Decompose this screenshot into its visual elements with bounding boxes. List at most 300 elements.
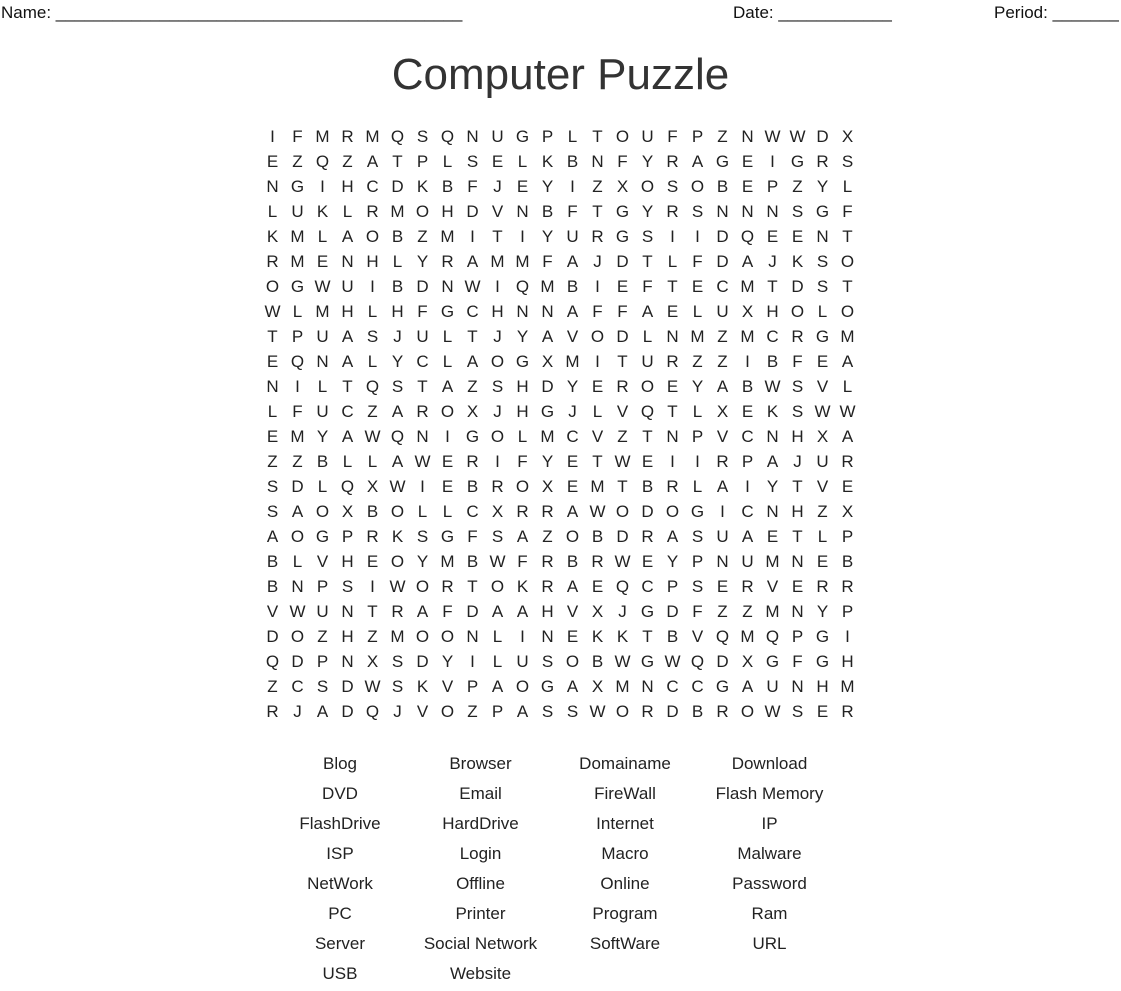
- grid-letter: E: [566, 477, 579, 496]
- grid-letter: G: [290, 277, 305, 296]
- grid-letter: X: [841, 502, 854, 521]
- grid-letter: F: [442, 602, 453, 621]
- grid-letter: E: [266, 427, 279, 446]
- grid-letter: X: [741, 652, 754, 671]
- grid-letter: N: [591, 152, 604, 171]
- grid-letter: T: [617, 352, 628, 371]
- word-list-item: Program: [592, 904, 658, 923]
- grid-letter: Y: [416, 552, 429, 571]
- grid-letter: S: [691, 527, 704, 546]
- page-title: Computer Puzzle: [391, 50, 730, 99]
- grid-letter: Z: [467, 702, 478, 721]
- grid-letter: E: [366, 552, 379, 571]
- word-list-item: ISP: [326, 844, 354, 863]
- grid-letter: P: [841, 527, 854, 546]
- grid-letter: M: [515, 252, 530, 271]
- word-list-item: PC: [328, 904, 352, 923]
- grid-letter: V: [316, 552, 329, 571]
- grid-letter: I: [745, 352, 750, 371]
- grid-letter: Z: [817, 502, 828, 521]
- grid-letter: A: [566, 577, 579, 596]
- grid-letter: A: [766, 452, 779, 471]
- grid-letter: B: [591, 527, 604, 546]
- grid-letter: N: [541, 627, 554, 646]
- grid-letter: C: [741, 427, 754, 446]
- grid-letter: T: [667, 277, 678, 296]
- grid-letter: K: [591, 627, 604, 646]
- grid-letter: R: [341, 127, 354, 146]
- grid-letter: C: [566, 427, 579, 446]
- grid-row: [260, 299, 860, 324]
- grid-letter: E: [766, 527, 779, 546]
- grid-letter: Y: [316, 427, 329, 446]
- grid-letter: E: [741, 402, 754, 421]
- grid-letter: V: [816, 477, 829, 496]
- grid-row: [260, 474, 860, 499]
- grid-letter: L: [692, 402, 703, 421]
- grid-letter: T: [367, 602, 378, 621]
- grid-letter: H: [366, 252, 379, 271]
- grid-letter: B: [391, 277, 404, 296]
- grid-letter: T: [417, 377, 428, 396]
- grid-letter: F: [467, 177, 478, 196]
- grid-letter: G: [815, 652, 830, 671]
- grid-letter: A: [716, 477, 729, 496]
- grid-letter: A: [566, 302, 579, 321]
- grid-letter: H: [516, 402, 529, 421]
- grid-letter: S: [316, 677, 329, 696]
- grid-letter: S: [791, 702, 804, 721]
- grid-letter: M: [740, 277, 755, 296]
- letter-grid: [260, 124, 860, 724]
- grid-letter: P: [491, 702, 504, 721]
- grid-letter: P: [741, 452, 754, 471]
- grid-letter: M: [440, 227, 455, 246]
- grid-letter: E: [791, 227, 804, 246]
- grid-letter: W: [464, 277, 481, 296]
- grid-letter: L: [517, 152, 528, 171]
- grid-row: [260, 249, 860, 274]
- grid-letter: S: [541, 652, 554, 671]
- grid-letter: A: [716, 377, 729, 396]
- grid-letter: J: [493, 402, 502, 421]
- grid-letter: E: [441, 477, 454, 496]
- word-list-item: DVD: [322, 784, 358, 803]
- grid-letter: N: [316, 352, 329, 371]
- grid-letter: E: [766, 227, 779, 246]
- grid-letter: X: [466, 402, 479, 421]
- grid-letter: O: [615, 127, 630, 146]
- grid-letter: G: [615, 202, 630, 221]
- grid-letter: S: [341, 577, 354, 596]
- grid-letter: R: [466, 452, 479, 471]
- grid-letter: A: [566, 502, 579, 521]
- grid-letter: O: [615, 702, 630, 721]
- grid-letter: O: [390, 502, 405, 521]
- grid-letter: E: [641, 452, 654, 471]
- grid-letter: T: [467, 577, 478, 596]
- grid-letter: L: [592, 402, 603, 421]
- grid-letter: Q: [290, 352, 305, 371]
- grid-letter: R: [366, 202, 379, 221]
- grid-letter: K: [791, 252, 804, 271]
- grid-letter: P: [291, 327, 304, 346]
- grid-letter: O: [840, 302, 855, 321]
- date-field: Date: ____________: [733, 3, 892, 22]
- grid-letter: E: [666, 377, 679, 396]
- grid-letter: C: [366, 177, 379, 196]
- grid-letter: B: [641, 477, 654, 496]
- grid-letter: D: [416, 652, 429, 671]
- grid-row: [260, 499, 860, 524]
- grid-letter: Z: [292, 152, 303, 171]
- grid-letter: B: [466, 477, 479, 496]
- grid-letter: R: [641, 527, 654, 546]
- grid-letter: S: [791, 377, 804, 396]
- grid-letter: Y: [641, 152, 654, 171]
- grid-letter: M: [315, 127, 330, 146]
- grid-letter: Z: [267, 452, 278, 471]
- grid-letter: M: [740, 627, 755, 646]
- grid-letter: I: [320, 177, 325, 196]
- grid-letter: V: [816, 377, 829, 396]
- grid-letter: G: [515, 352, 530, 371]
- grid-letter: N: [666, 327, 679, 346]
- grid-letter: I: [595, 352, 600, 371]
- grid-letter: Z: [367, 627, 378, 646]
- grid-letter: C: [466, 302, 479, 321]
- grid-letter: G: [690, 502, 705, 521]
- grid-row: [260, 424, 860, 449]
- grid-letter: N: [291, 577, 304, 596]
- grid-letter: V: [566, 602, 579, 621]
- grid-letter: W: [614, 652, 631, 671]
- grid-letter: F: [592, 302, 603, 321]
- grid-letter: H: [341, 302, 354, 321]
- grid-letter: I: [495, 277, 500, 296]
- grid-letter: L: [267, 202, 278, 221]
- grid-row: [260, 624, 860, 649]
- grid-letter: D: [341, 702, 354, 721]
- grid-letter: G: [815, 327, 830, 346]
- grid-letter: Z: [267, 677, 278, 696]
- grid-letter: M: [740, 327, 755, 346]
- grid-letter: Q: [615, 577, 630, 596]
- grid-letter: L: [492, 652, 503, 671]
- grid-row: [260, 449, 860, 474]
- grid-letter: O: [515, 477, 530, 496]
- grid-letter: N: [716, 202, 729, 221]
- grid-letter: N: [641, 677, 654, 696]
- grid-letter: R: [666, 202, 679, 221]
- grid-letter: S: [641, 227, 654, 246]
- grid-letter: G: [640, 652, 655, 671]
- grid-letter: U: [416, 327, 429, 346]
- word-list-item: Flash Memory: [715, 784, 824, 803]
- grid-row: [260, 199, 860, 224]
- grid-letter: N: [766, 502, 779, 521]
- grid-letter: L: [842, 177, 853, 196]
- grid-letter: R: [541, 502, 554, 521]
- grid-letter: F: [792, 352, 803, 371]
- grid-letter: D: [266, 627, 279, 646]
- grid-letter: F: [542, 252, 553, 271]
- grid-letter: I: [295, 377, 300, 396]
- grid-letter: Z: [342, 152, 353, 171]
- grid-letter: E: [816, 352, 829, 371]
- grid-letter: N: [716, 552, 729, 571]
- grid-letter: D: [291, 477, 304, 496]
- grid-letter: F: [617, 152, 628, 171]
- grid-letter: D: [666, 702, 679, 721]
- grid-letter: O: [790, 302, 805, 321]
- grid-letter: W: [764, 702, 781, 721]
- grid-letter: N: [741, 127, 754, 146]
- grid-letter: B: [741, 377, 754, 396]
- grid-letter: R: [266, 702, 279, 721]
- grid-letter: B: [716, 177, 729, 196]
- grid-letter: L: [292, 552, 303, 571]
- grid-letter: C: [741, 502, 754, 521]
- grid-letter: I: [370, 277, 375, 296]
- grid-letter: A: [416, 602, 429, 621]
- grid-letter: U: [316, 602, 329, 621]
- grid-letter: O: [665, 502, 680, 521]
- grid-letter: E: [741, 177, 754, 196]
- word-list-item: Offline: [456, 874, 505, 893]
- grid-letter: D: [466, 602, 479, 621]
- grid-letter: S: [791, 202, 804, 221]
- grid-row: [260, 399, 860, 424]
- grid-letter: I: [520, 627, 525, 646]
- grid-letter: E: [716, 577, 729, 596]
- grid-letter: R: [841, 452, 854, 471]
- grid-letter: L: [317, 227, 328, 246]
- grid-letter: I: [695, 452, 700, 471]
- grid-letter: L: [417, 502, 428, 521]
- grid-letter: G: [290, 177, 305, 196]
- grid-letter: F: [517, 452, 528, 471]
- grid-row: [260, 174, 860, 199]
- grid-letter: Y: [816, 177, 829, 196]
- grid-letter: W: [389, 477, 406, 496]
- grid-letter: E: [316, 252, 329, 271]
- grid-letter: W: [589, 702, 606, 721]
- grid-letter: T: [267, 327, 278, 346]
- grid-letter: Y: [541, 452, 554, 471]
- grid-letter: Y: [766, 477, 779, 496]
- grid-letter: L: [517, 427, 528, 446]
- grid-letter: D: [541, 377, 554, 396]
- word-list-item: Blog: [322, 754, 358, 773]
- word-list-item: Malware: [737, 844, 802, 863]
- grid-letter: O: [365, 227, 380, 246]
- grid-letter: A: [491, 602, 504, 621]
- grid-letter: A: [341, 227, 354, 246]
- grid-letter: X: [816, 427, 829, 446]
- grid-letter: O: [640, 177, 655, 196]
- word-list-item: Password: [732, 874, 807, 893]
- grid-letter: P: [416, 152, 429, 171]
- grid-letter: X: [366, 477, 379, 496]
- grid-letter: M: [690, 327, 705, 346]
- grid-letter: H: [791, 427, 804, 446]
- grid-letter: Z: [742, 602, 753, 621]
- grid-letter: M: [490, 252, 505, 271]
- grid-letter: A: [566, 252, 579, 271]
- grid-letter: U: [641, 127, 654, 146]
- grid-letter: C: [416, 352, 429, 371]
- grid-letter: O: [490, 427, 505, 446]
- grid-letter: L: [367, 302, 378, 321]
- grid-row: [260, 524, 860, 549]
- grid-letter: A: [741, 527, 754, 546]
- grid-letter: S: [791, 402, 804, 421]
- grid-letter: U: [566, 227, 579, 246]
- grid-letter: C: [766, 327, 779, 346]
- grid-letter: B: [541, 202, 554, 221]
- grid-letter: J: [493, 177, 502, 196]
- grid-letter: E: [566, 627, 579, 646]
- grid-letter: S: [266, 477, 279, 496]
- grid-letter: Q: [265, 652, 280, 671]
- grid-letter: S: [391, 677, 404, 696]
- grid-letter: A: [491, 677, 504, 696]
- grid-letter: O: [515, 677, 530, 696]
- grid-letter: P: [766, 177, 779, 196]
- grid-letter: Y: [641, 202, 654, 221]
- grid-letter: Z: [617, 427, 628, 446]
- grid-letter: M: [540, 427, 555, 446]
- grid-letter: N: [341, 652, 354, 671]
- grid-letter: Y: [391, 352, 404, 371]
- grid-letter: O: [565, 527, 580, 546]
- grid-letter: G: [640, 602, 655, 621]
- grid-letter: M: [765, 552, 780, 571]
- grid-letter: O: [640, 377, 655, 396]
- grid-letter: N: [791, 602, 804, 621]
- grid-letter: I: [595, 277, 600, 296]
- grid-letter: L: [692, 477, 703, 496]
- grid-letter: I: [470, 652, 475, 671]
- grid-letter: F: [467, 527, 478, 546]
- grid-letter: E: [491, 152, 504, 171]
- grid-letter: N: [266, 377, 279, 396]
- grid-letter: S: [816, 252, 829, 271]
- grid-letter: H: [341, 627, 354, 646]
- grid-letter: T: [467, 327, 478, 346]
- grid-letter: W: [364, 427, 381, 446]
- grid-letter: P: [466, 677, 479, 696]
- word-list-item: Download: [731, 754, 808, 773]
- grid-letter: V: [616, 402, 629, 421]
- grid-letter: I: [670, 227, 675, 246]
- grid-letter: A: [516, 527, 529, 546]
- grid-letter: O: [415, 202, 430, 221]
- grid-letter: N: [791, 552, 804, 571]
- grid-letter: Y: [441, 652, 454, 671]
- grid-letter: M: [290, 227, 305, 246]
- grid-letter: D: [341, 677, 354, 696]
- grid-letter: R: [541, 577, 554, 596]
- grid-letter: B: [566, 277, 579, 296]
- grid-letter: M: [540, 277, 555, 296]
- grid-letter: Z: [317, 627, 328, 646]
- word-list-item: HardDrive: [442, 814, 519, 833]
- grid-letter: V: [441, 677, 454, 696]
- grid-letter: S: [416, 127, 429, 146]
- grid-letter: Q: [365, 377, 380, 396]
- grid-letter: T: [667, 402, 678, 421]
- grid-letter: R: [841, 577, 854, 596]
- grid-letter: G: [715, 152, 730, 171]
- grid-letter: S: [366, 327, 379, 346]
- grid-letter: A: [341, 427, 354, 446]
- grid-letter: C: [691, 677, 704, 696]
- grid-letter: Z: [792, 177, 803, 196]
- grid-letter: D: [616, 252, 629, 271]
- grid-letter: T: [792, 477, 803, 496]
- grid-letter: N: [516, 302, 529, 321]
- grid-letter: H: [766, 302, 779, 321]
- grid-letter: G: [615, 227, 630, 246]
- period-field: Period: _______: [994, 3, 1119, 22]
- grid-letter: X: [341, 502, 354, 521]
- grid-letter: S: [566, 702, 579, 721]
- grid-letter: A: [691, 152, 704, 171]
- grid-letter: G: [540, 402, 555, 421]
- grid-letter: A: [366, 152, 379, 171]
- grid-letter: A: [566, 677, 579, 696]
- grid-letter: E: [741, 152, 754, 171]
- grid-row: [260, 224, 860, 249]
- grid-letter: P: [691, 127, 704, 146]
- grid-letter: W: [364, 677, 381, 696]
- grid-letter: A: [266, 527, 279, 546]
- grid-letter: M: [590, 477, 605, 496]
- grid-letter: N: [741, 202, 754, 221]
- grid-letter: L: [367, 452, 378, 471]
- grid-letter: D: [716, 652, 729, 671]
- grid-letter: O: [290, 527, 305, 546]
- grid-letter: W: [614, 452, 631, 471]
- grid-letter: N: [816, 227, 829, 246]
- grid-letter: T: [592, 452, 603, 471]
- grid-letter: X: [591, 602, 604, 621]
- grid-letter: M: [365, 127, 380, 146]
- grid-letter: R: [641, 702, 654, 721]
- grid-letter: M: [290, 427, 305, 446]
- grid-row: [260, 324, 860, 349]
- grid-letter: J: [393, 327, 402, 346]
- grid-letter: Z: [417, 227, 428, 246]
- grid-letter: I: [370, 577, 375, 596]
- grid-letter: L: [267, 402, 278, 421]
- grid-letter: G: [815, 627, 830, 646]
- grid-letter: E: [791, 577, 804, 596]
- word-list-item: SoftWare: [589, 934, 661, 953]
- grid-letter: M: [440, 552, 455, 571]
- grid-letter: V: [591, 427, 604, 446]
- grid-letter: R: [416, 402, 429, 421]
- grid-letter: O: [565, 652, 580, 671]
- grid-letter: X: [616, 177, 629, 196]
- grid-letter: R: [366, 527, 379, 546]
- grid-letter: R: [791, 327, 804, 346]
- grid-letter: Z: [592, 177, 603, 196]
- grid-letter: P: [691, 427, 704, 446]
- grid-letter: T: [792, 527, 803, 546]
